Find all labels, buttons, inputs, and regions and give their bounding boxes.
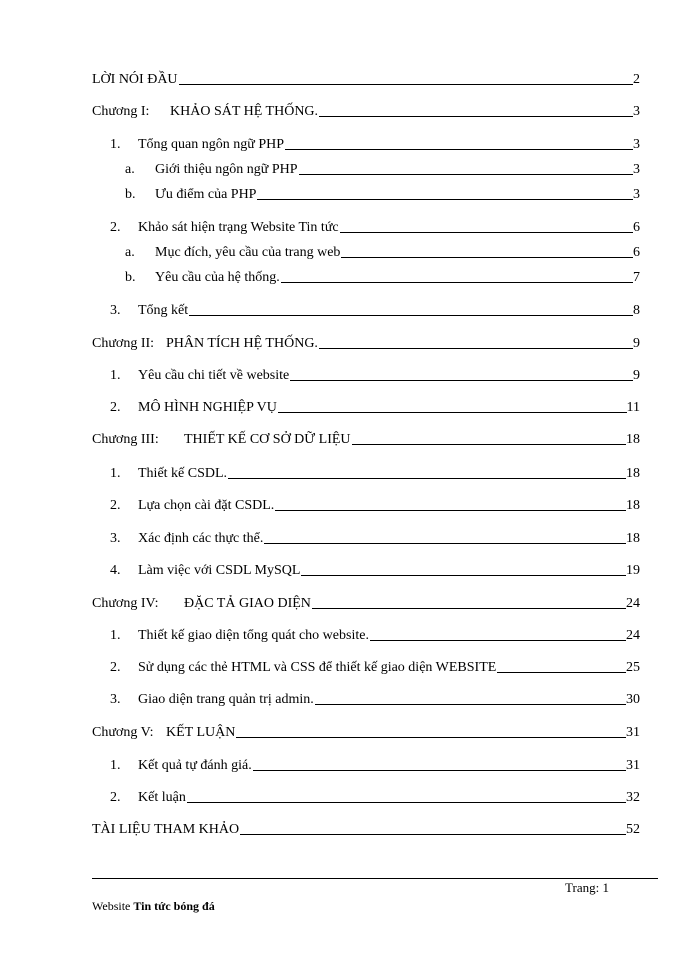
toc-entry-title: Thiết kế CSDL. [138, 466, 228, 481]
toc-entry[interactable] [125, 270, 640, 286]
toc-entry-number: Chương II: [92, 336, 155, 351]
toc-entry[interactable] [110, 368, 640, 384]
toc-entry-page: 31 [626, 725, 640, 740]
toc-entry[interactable] [110, 790, 640, 806]
toc-entry[interactable] [92, 336, 640, 352]
toc-entry-number: 2. [110, 400, 121, 415]
toc-entry-title: Xác định các thực thể. [138, 531, 264, 546]
toc-entry-page: 8 [633, 303, 640, 318]
toc-entry-page: 24 [626, 596, 640, 611]
toc-entry-number: Chương IV: [92, 596, 159, 611]
toc-entry-number: 2. [110, 790, 121, 805]
toc-entry-page: 25 [626, 660, 640, 675]
toc-entry-number: 3. [110, 303, 121, 318]
toc-entry-number: 1. [110, 758, 121, 773]
toc-entry-number: a. [125, 245, 135, 260]
toc-entry[interactable] [92, 72, 640, 88]
toc-entry-title: KHẢO SÁT HỆ THỐNG. [170, 104, 319, 119]
toc-entry-title: Mục đích, yêu cầu của trang web [155, 245, 341, 260]
toc-entry[interactable] [110, 498, 640, 514]
page-number: Trang: 1 [565, 880, 609, 895]
toc-entry-title: Giới thiệu ngôn ngữ PHP [155, 162, 298, 177]
toc-leader [189, 315, 633, 316]
toc-entry-number: 3. [110, 531, 121, 546]
toc-entry-page: 18 [626, 466, 640, 481]
toc-entry-title: Giao diện trang quản trị admin. [138, 692, 314, 707]
toc-entry-number: 2. [110, 220, 121, 235]
toc-leader [497, 672, 626, 673]
toc-entry-title: Kết quả tự đánh giá. [138, 758, 252, 773]
toc-entry-title: ĐẶC TẢ GIAO DIỆN [184, 596, 311, 611]
toc-entry-title: KẾT LUẬN [166, 725, 236, 740]
toc-entry-number: 1. [110, 628, 121, 643]
toc-entry[interactable] [110, 758, 640, 774]
toc-leader [253, 770, 626, 771]
toc-leader [341, 257, 633, 258]
toc-entry[interactable] [92, 822, 640, 838]
toc-leader [312, 608, 626, 609]
toc-entry-page: 30 [626, 692, 640, 707]
toc-leader [228, 478, 626, 479]
toc-entry[interactable] [125, 245, 640, 261]
toc-entry[interactable] [110, 628, 640, 644]
toc-leader [236, 737, 626, 738]
footer-site [92, 899, 215, 914]
toc-entry-title: Thiết kế giao diện tổng quát cho website. [138, 628, 369, 643]
toc-entry-page: 18 [626, 531, 640, 546]
toc-entry-number: Chương V: [92, 725, 154, 740]
toc-entry-title: Sử dụng các thẻ HTML và CSS để thiết kế giao diện WEBSITE [138, 660, 497, 675]
toc-entry[interactable] [110, 466, 640, 482]
toc-leader [290, 380, 633, 381]
toc-entry-title: PHÂN TÍCH HỆ THỐNG. [166, 336, 318, 351]
toc-entry-number: 2. [110, 498, 121, 513]
toc-entry-title: Yêu cầu chi tiết về website [138, 368, 290, 383]
toc-leader [370, 640, 626, 641]
toc-entry[interactable] [110, 137, 640, 153]
toc-entry-page: 18 [626, 432, 640, 447]
toc-entry-number: 2. [110, 660, 121, 675]
toc-entry-number: 3. [110, 692, 121, 707]
toc-leader [315, 704, 626, 705]
toc-entry[interactable] [110, 303, 640, 319]
toc-leader [319, 116, 633, 117]
toc-entry-page: 3 [633, 187, 640, 202]
toc-leader [319, 348, 633, 349]
toc-leader [285, 149, 633, 150]
toc-entry-page: 7 [633, 270, 640, 285]
toc-entry[interactable] [110, 563, 640, 579]
toc-entry[interactable] [92, 725, 640, 741]
toc-entry-title: MÔ HÌNH NGHIỆP VỤ [138, 400, 277, 415]
toc-entry-number: 4. [110, 563, 121, 578]
toc-entry[interactable] [110, 220, 640, 236]
toc-entry[interactable] [110, 692, 640, 708]
toc-entry-page: 31 [626, 758, 640, 773]
toc-entry-number: b. [125, 270, 136, 285]
toc-entry[interactable] [125, 162, 640, 178]
toc-entry-title: Yêu cầu của hệ thống. [155, 270, 280, 285]
toc-entry-title: THIẾT KẾ CƠ SỞ DỮ LIỆU [184, 432, 351, 447]
toc-leader [352, 444, 626, 445]
toc-entry-title: Ưu điểm của PHP [155, 187, 257, 202]
toc-entry-page: 9 [633, 336, 640, 351]
toc-entry[interactable] [125, 187, 640, 203]
toc-leader [278, 412, 627, 413]
toc-entry[interactable] [92, 596, 640, 612]
toc-entry-page: 32 [626, 790, 640, 805]
toc-entry-title: Kết luận [138, 790, 186, 805]
toc-leader [340, 232, 633, 233]
toc-entry-page: 6 [633, 245, 640, 260]
toc-entry-title: Tổng quan ngôn ngữ PHP [138, 137, 285, 152]
toc-entry-title: Lựa chọn cài đặt CSDL. [138, 498, 275, 513]
toc-entry-title: Làm việc với CSDL MySQL [138, 563, 301, 578]
toc-leader [299, 174, 633, 175]
toc-entry-page: 11 [626, 400, 640, 415]
footer-site-prefix: Website [92, 899, 131, 913]
toc-entry-page: 3 [633, 137, 640, 152]
toc-entry-page: 18 [626, 498, 640, 513]
toc-entry-title: Khảo sát hiện trạng Website Tin tức [138, 220, 339, 235]
toc-leader [179, 84, 633, 85]
toc-entry-number: b. [125, 187, 136, 202]
footer-divider [92, 878, 658, 879]
toc-entry[interactable] [110, 400, 640, 416]
toc-entry[interactable] [110, 531, 640, 547]
toc-entry-number: a. [125, 162, 135, 177]
toc-entry-number: Chương III: [92, 432, 159, 447]
toc-leader [275, 510, 626, 511]
toc-entry[interactable] [92, 432, 640, 448]
toc-entry-number: Chương I: [92, 104, 150, 119]
toc-entry-page: 2 [633, 72, 640, 87]
toc-entry-page: 3 [633, 104, 640, 119]
toc-entry-page: 19 [626, 563, 640, 578]
toc-entry[interactable] [92, 104, 640, 120]
toc-entry-page: 24 [626, 628, 640, 643]
toc-entry-title: LỜI NÓI ĐẦU [92, 72, 178, 87]
toc-entry-title: Tổng kết [138, 303, 189, 318]
toc-entry-page: 9 [633, 368, 640, 383]
toc-entry-page: 3 [633, 162, 640, 177]
toc-leader [187, 802, 626, 803]
toc-entry-page: 6 [633, 220, 640, 235]
toc-entry-number: 1. [110, 137, 121, 152]
toc-entry[interactable] [110, 660, 640, 676]
toc-entry-title: TÀI LIỆU THAM KHẢO [92, 822, 240, 837]
toc-entry-page: 52 [626, 822, 640, 837]
toc-entry-number: 1. [110, 466, 121, 481]
toc-entry-number: 1. [110, 368, 121, 383]
toc-leader [257, 199, 633, 200]
footer-site-name: Tin tức bóng đá [133, 899, 215, 913]
toc-leader [281, 282, 633, 283]
toc-leader [264, 543, 626, 544]
toc-leader [240, 834, 626, 835]
toc-leader [301, 575, 626, 576]
